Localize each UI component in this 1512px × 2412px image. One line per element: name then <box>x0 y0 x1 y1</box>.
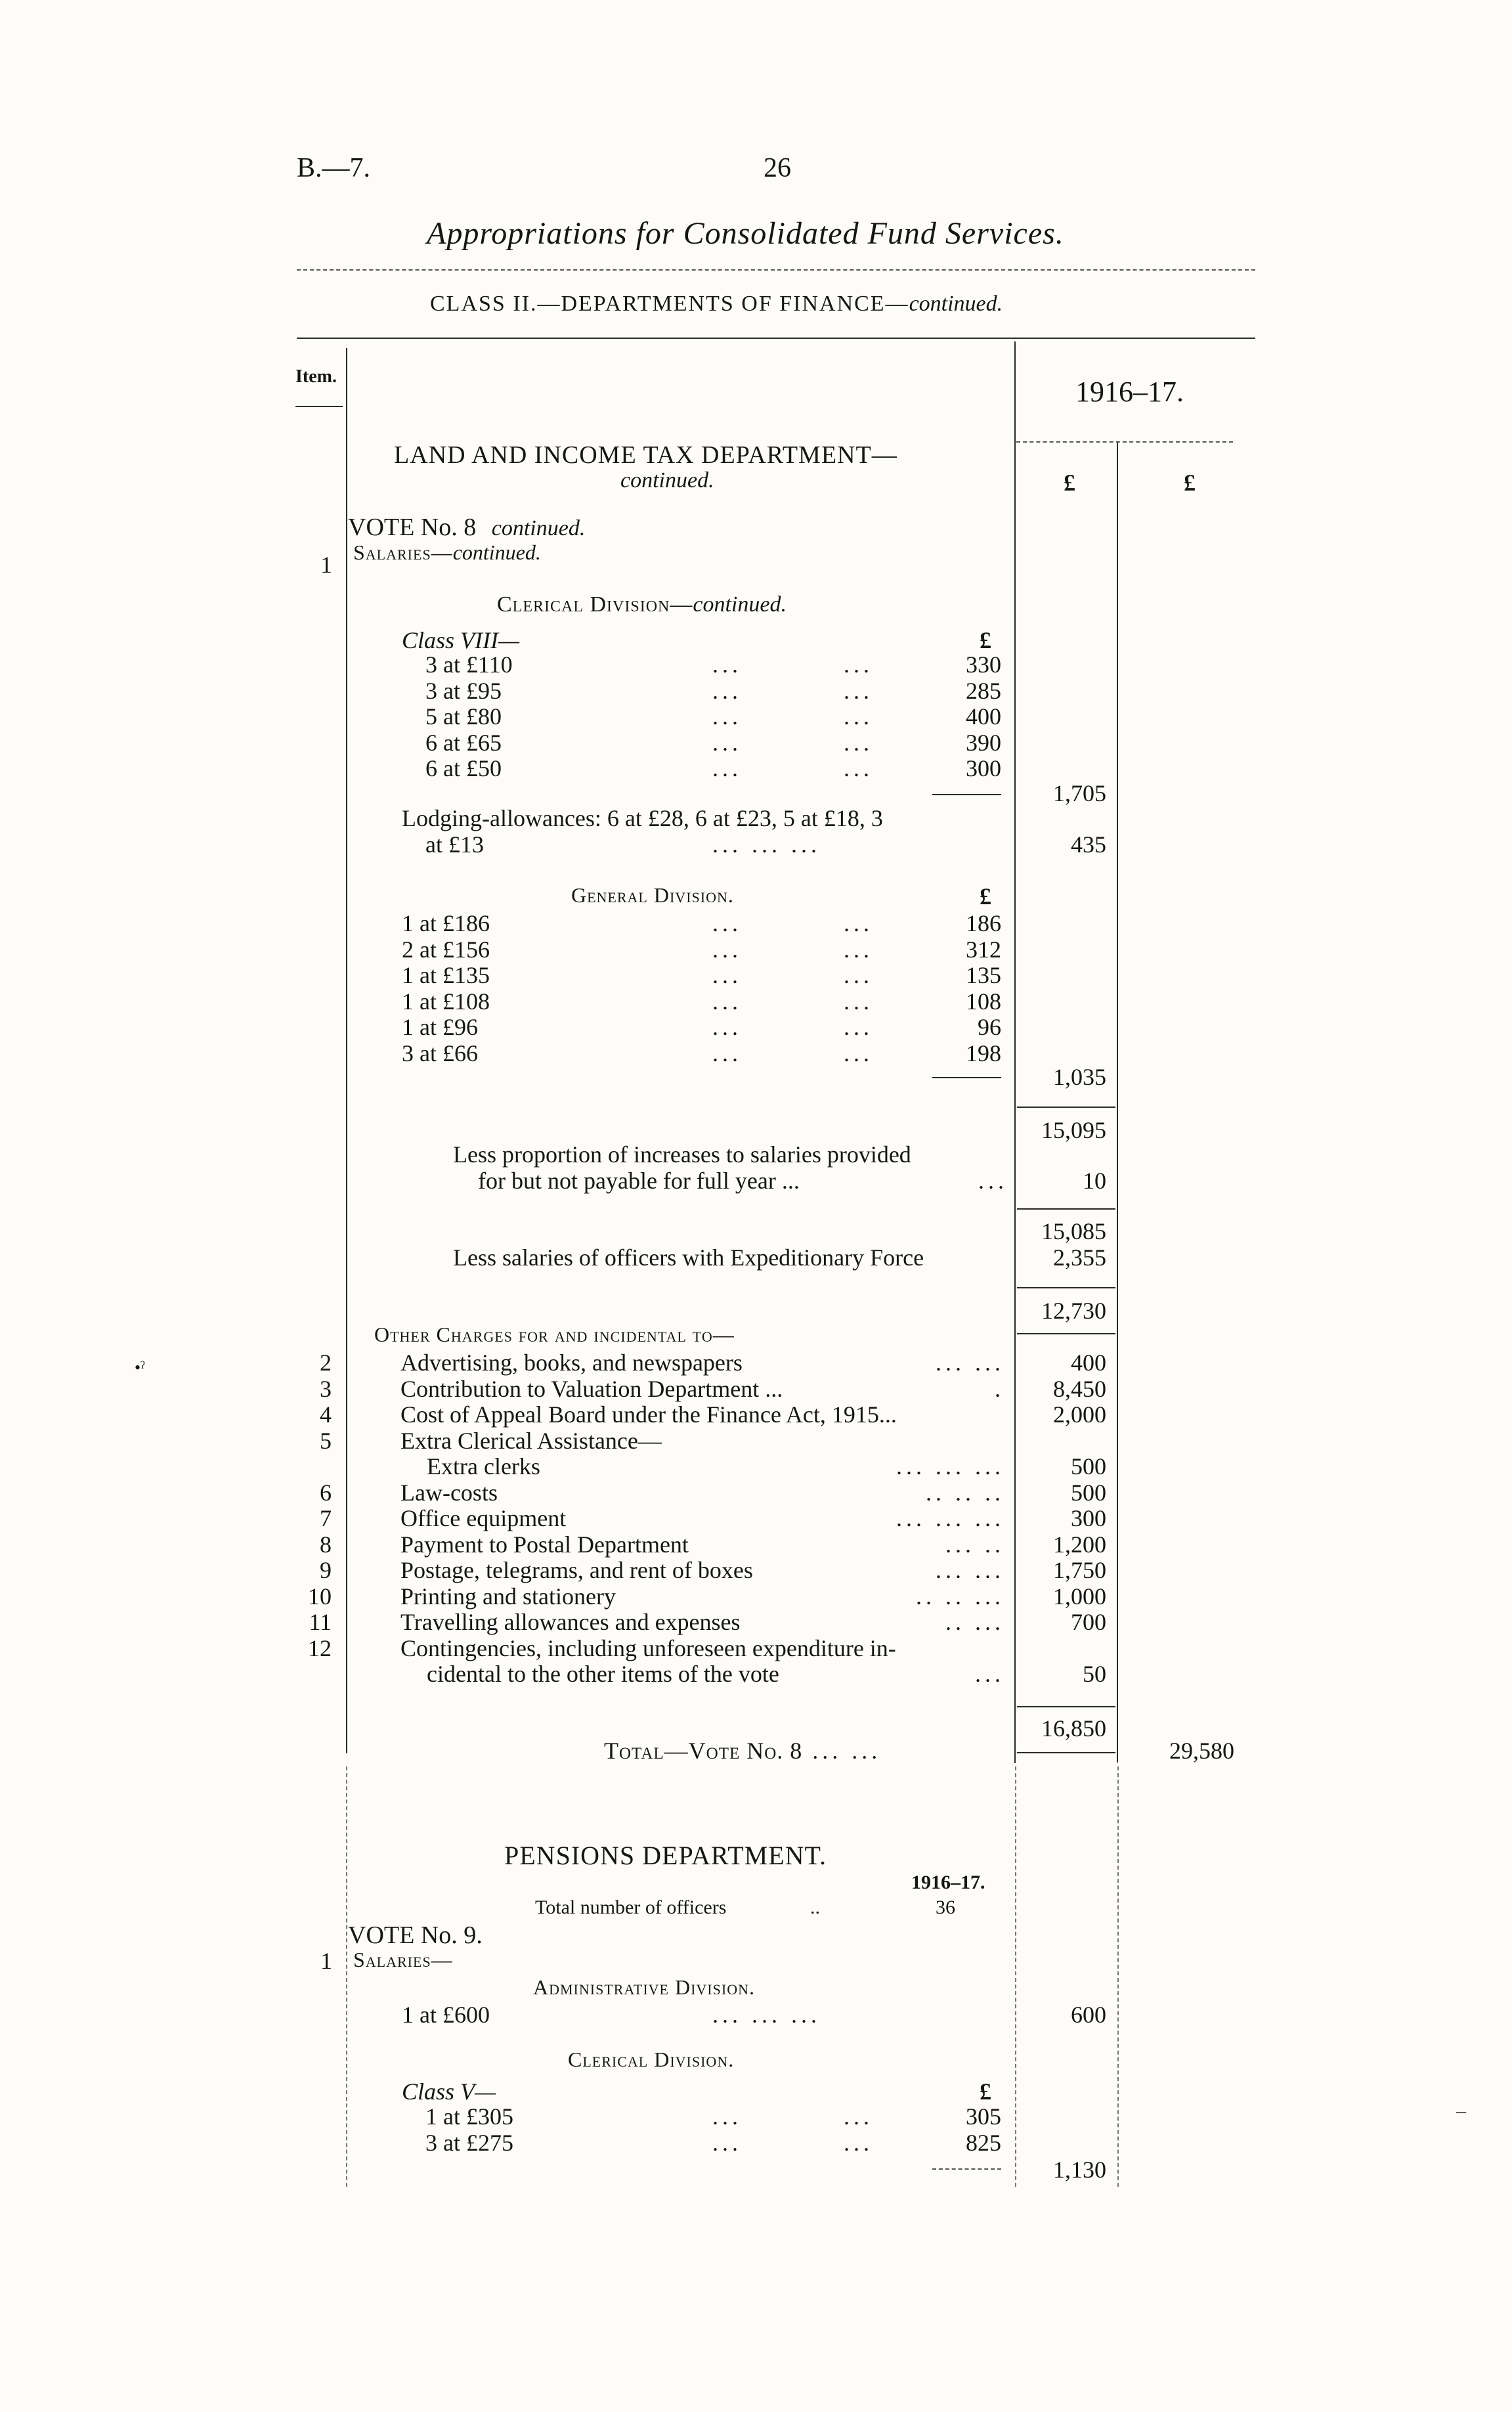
other-item-number: 7 <box>320 1505 332 1531</box>
amount-row-value: 330 <box>966 651 1001 678</box>
other-item-label: Contribution to Valuation Department ... <box>400 1375 783 1402</box>
other-item-value: 1,000 <box>1053 1583 1106 1610</box>
general-total: 1,035 <box>1053 1064 1106 1090</box>
item-number: 1 <box>320 552 332 578</box>
amount-row-dots: ... <box>712 1040 742 1066</box>
class-line-cont: continued. <box>909 292 1003 316</box>
other-item-number: 6 <box>320 1479 332 1506</box>
subtotal-2: 15,085 <box>1041 1218 1106 1244</box>
margin-mark-right: – <box>1456 2100 1466 2122</box>
other-item-label: Postage, telegrams, and rent of boxes <box>400 1557 753 1583</box>
other-item-dots: ... .. <box>945 1531 1004 1558</box>
pound-header-2: £ <box>1184 470 1196 496</box>
administrative-division-heading: Administrative Division. <box>533 1975 755 1999</box>
amount-row-dots: ... <box>712 1014 742 1040</box>
pound-header-1: £ <box>1064 470 1075 496</box>
col2-left-divider <box>1117 443 1118 1763</box>
vote-8-text: VOTE No. 8 <box>348 514 477 541</box>
clerical-division-label: Clerical Division— <box>497 592 693 617</box>
amount-row-dots: ... <box>712 703 742 730</box>
table-top-rule <box>297 338 1255 339</box>
pensions-pound-mark: £ <box>980 2078 991 2105</box>
amount-row-label: 3 at £95 <box>425 677 502 704</box>
amount-row-label: 6 at £65 <box>425 729 502 756</box>
vote-8-total-text: Total—Vote No. 8 <box>604 1738 803 1764</box>
clerical-total: 1,705 <box>1053 780 1106 806</box>
less-proportion-line1: Less proportion of increases to salaries provided <box>453 1141 911 1168</box>
item-column-divider <box>346 348 347 1753</box>
amount-row-value: 312 <box>966 936 1001 963</box>
other-item-label: Cost of Appeal Board under the Finance Act, 1915... <box>400 1401 897 1428</box>
lodging-dots: ... ... ... <box>712 831 821 858</box>
amount-row-dots: ... <box>712 2129 742 2156</box>
admin-row-dots: ... ... ... <box>712 2002 821 2028</box>
other-item-dots: ... ... <box>936 1557 1004 1583</box>
col1-left-divider <box>1014 341 1016 1763</box>
amount-row-value: 96 <box>978 1014 1001 1040</box>
amount-row-value: 305 <box>966 2103 1001 2130</box>
pensions-col1-divider <box>1015 1766 1016 2187</box>
less-expeditionary-value: 2,355 <box>1053 1244 1106 1271</box>
amount-row-dots: ... <box>712 729 742 756</box>
other-item-dots: .. .. ... <box>916 1583 1004 1610</box>
vote-8-total-value: 29,580 <box>1169 1738 1234 1764</box>
pensions-item-number: 1 <box>320 1948 332 1974</box>
other-item-number: 4 <box>320 1401 332 1428</box>
amount-row-label: 3 at £275 <box>425 2129 513 2156</box>
pensions-officers-dots: .. <box>810 1897 820 1918</box>
pensions-year-header: 1916–17. <box>911 1872 985 1893</box>
salaries-label: Salaries— <box>353 540 453 564</box>
subtotal-1: 15,095 <box>1041 1117 1106 1143</box>
class-line <box>430 293 1003 315</box>
other-item-label: Payment to Postal Department <box>400 1531 689 1558</box>
other-item-value: 8,450 <box>1053 1375 1106 1402</box>
other-item-value: 50 <box>1083 1661 1106 1687</box>
amount-row-label: 1 at £135 <box>402 962 490 988</box>
year-header-rule <box>1016 441 1233 443</box>
item-header-rule <box>295 406 343 407</box>
lodging-allowances-line1: Lodging-allowances: 6 at £28, 6 at £23, 5 at £18, 3 <box>402 805 883 831</box>
other-item-label: Extra Clerical Assistance— <box>400 1427 662 1454</box>
amount-row-dots: ... <box>712 651 742 678</box>
pensions-clerical-total: 1,130 <box>1053 2157 1106 2183</box>
other-item-number: 12 <box>308 1634 332 1661</box>
amount-row-dots: ... <box>844 1040 873 1066</box>
section-title-continued: continued. <box>620 468 714 493</box>
clerical-sum-rule <box>932 794 1001 795</box>
general-sum-rule <box>932 1077 1001 1078</box>
general-division-heading: General Division. <box>571 883 734 907</box>
subtotal-2-rule <box>1017 1208 1115 1210</box>
amount-row-dots: ... <box>844 936 873 963</box>
pensions-officers-label: Total number of officers <box>535 1897 727 1918</box>
other-item-label: Advertising, books, and newspapers <box>400 1349 743 1376</box>
admin-row-label: 1 at £600 <box>402 2002 490 2028</box>
amount-row-dots: ... <box>712 962 742 988</box>
section-title-land-tax: LAND AND INCOME TAX DEPARTMENT— <box>394 441 897 469</box>
other-charges-heading: Other Charges for and incidental to— <box>374 1323 735 1346</box>
other-item-label: Law-costs <box>400 1479 498 1506</box>
other-item-dots: . <box>995 1375 1004 1402</box>
amount-row-dots: ... <box>712 910 742 936</box>
section-title-pensions: PENSIONS DEPARTMENT. <box>504 1841 827 1870</box>
admin-row-value: 600 <box>1071 2002 1106 2028</box>
other-item-number: 3 <box>320 1375 332 1402</box>
amount-row-dots: ... <box>844 755 873 781</box>
pensions-item-divider <box>346 1766 347 2187</box>
lodging-value: 435 <box>1071 831 1106 858</box>
amount-row-value: 285 <box>966 677 1001 704</box>
other-item-label: Contingencies, including unforeseen expenditure in- <box>400 1634 896 1661</box>
document-ref: B.—7. <box>297 153 371 183</box>
other-item-value: 500 <box>1071 1479 1106 1506</box>
vote-8-continued: continued. <box>491 516 586 540</box>
subtotal-3: 12,730 <box>1041 1298 1106 1324</box>
amount-row-dots: ... <box>844 729 873 756</box>
amount-row-value: 825 <box>966 2129 1001 2156</box>
other-item-dots: .. ... <box>945 1609 1004 1635</box>
amount-row-value: 186 <box>966 910 1001 936</box>
other-item-dots: ... ... <box>936 1349 1004 1376</box>
amount-row-dots: ... <box>844 2103 873 2130</box>
other-item-value: 500 <box>1071 1453 1106 1480</box>
amount-row-dots: ... <box>844 2129 873 2156</box>
vote-8-total-dots: ... ... <box>812 1738 882 1764</box>
other-item-label: Extra clerks <box>427 1453 540 1480</box>
amount-row-value: 108 <box>966 988 1001 1015</box>
other-item-number: 8 <box>320 1531 332 1558</box>
margin-mark-left: •ˀ <box>135 1358 145 1377</box>
amount-row-dots: ... <box>844 677 873 704</box>
clerical-pound-mark: £ <box>980 627 991 653</box>
amount-row-label: 3 at £110 <box>425 651 513 678</box>
pensions-clerical-heading: Clerical Division. <box>568 2048 735 2071</box>
amount-row-dots: ... <box>844 910 873 936</box>
other-item-value: 2,000 <box>1053 1401 1106 1428</box>
class-line-main: CLASS II.—DEPARTMENTS OF FINANCE— <box>430 292 909 316</box>
other-item-dots: ... ... ... <box>896 1453 1004 1480</box>
amount-row-label: 2 at £156 <box>402 936 490 963</box>
other-item-dots: ... <box>975 1661 1004 1687</box>
amount-row-value: 400 <box>966 703 1001 730</box>
other-charges-total: 16,850 <box>1041 1715 1106 1742</box>
amount-row-dots: ... <box>844 962 873 988</box>
less-proportion-value: 10 <box>1083 1168 1106 1194</box>
pensions-col2-divider <box>1117 1766 1119 2187</box>
class-viii-label: Class VIII— <box>402 627 519 653</box>
amount-row-value: 390 <box>966 729 1001 756</box>
other-item-dots: .. .. .. <box>926 1479 1004 1506</box>
amount-row-dots: ... <box>712 755 742 781</box>
salaries-heading <box>353 542 541 563</box>
less-proportion-line2: for but not payable for full year ... <box>478 1168 800 1194</box>
other-item-label: Travelling allowances and expenses <box>400 1609 741 1635</box>
amount-row-label: 1 at £186 <box>402 910 490 936</box>
amount-row-dots: ... <box>844 1014 873 1040</box>
other-item-number: 11 <box>309 1609 332 1635</box>
other-item-value: 1,200 <box>1053 1531 1106 1558</box>
other-item-value: 1,750 <box>1053 1557 1106 1583</box>
other-item-dots: ... ... ... <box>896 1505 1004 1531</box>
other-item-number: 5 <box>320 1427 332 1454</box>
vote-9-label: VOTE No. 9. <box>348 1921 483 1949</box>
vote-8-label <box>348 515 585 540</box>
amount-row-label: 1 at £96 <box>402 1014 478 1040</box>
amount-row-label: 5 at £80 <box>425 703 502 730</box>
other-item-label: Printing and stationery <box>400 1583 616 1610</box>
other-item-value: 700 <box>1071 1609 1106 1635</box>
subtotal-1-rule <box>1017 1107 1115 1108</box>
amount-row-value: 135 <box>966 962 1001 988</box>
general-pound-mark: £ <box>980 883 991 910</box>
other-total-under-rule <box>1017 1752 1115 1753</box>
amount-row-dots: ... <box>844 703 873 730</box>
title-rule <box>297 269 1255 271</box>
other-item-number: 9 <box>320 1557 332 1583</box>
vote-8-total-label <box>604 1739 881 1763</box>
clerical-division-continued: continued. <box>693 592 787 617</box>
amount-row-label: 3 at £66 <box>402 1040 478 1066</box>
amount-row-dots: ... <box>712 988 742 1015</box>
amount-row-value: 300 <box>966 755 1001 781</box>
pensions-officers-value: 36 <box>936 1897 955 1918</box>
other-item-label: cidental to the other items of the vote <box>427 1661 779 1687</box>
subtotal-3-rule <box>1017 1287 1115 1288</box>
pensions-salaries-heading: Salaries— <box>353 1948 453 1971</box>
salaries-continued: continued. <box>452 540 541 564</box>
amount-row-label: 6 at £50 <box>425 755 502 781</box>
clerical-division-heading <box>497 594 787 616</box>
other-total-rule <box>1017 1706 1115 1707</box>
amount-row-dots: ... <box>712 677 742 704</box>
less-proportion-dots: ... <box>978 1168 1008 1194</box>
amount-row-label: 1 at £305 <box>425 2103 513 2130</box>
year-column-header: 1916–17. <box>1075 376 1184 408</box>
other-item-value: 300 <box>1071 1505 1106 1531</box>
pensions-clerical-sum-rule <box>932 2168 1001 2170</box>
subtotal-3-under-rule <box>1017 1333 1115 1334</box>
amount-row-dots: ... <box>844 988 873 1015</box>
less-expeditionary-label: Less salaries of officers with Expeditionary Force <box>453 1244 924 1271</box>
other-item-value: 400 <box>1071 1349 1106 1376</box>
other-item-label: Office equipment <box>400 1505 567 1531</box>
item-column-header: Item. <box>295 366 337 387</box>
amount-row-label: 1 at £108 <box>402 988 490 1015</box>
page-number: 26 <box>764 153 791 183</box>
other-item-number: 10 <box>308 1583 332 1610</box>
amount-row-dots: ... <box>712 2103 742 2130</box>
amount-row-dots: ... <box>844 651 873 678</box>
page-title: Appropriations for Consolidated Fund Services. <box>427 216 1064 251</box>
other-item-number: 2 <box>320 1349 332 1376</box>
amount-row-value: 198 <box>966 1040 1001 1066</box>
class-v-label: Class V— <box>402 2078 496 2105</box>
lodging-allowances-line2: at £13 <box>425 831 484 858</box>
amount-row-dots: ... <box>712 936 742 963</box>
